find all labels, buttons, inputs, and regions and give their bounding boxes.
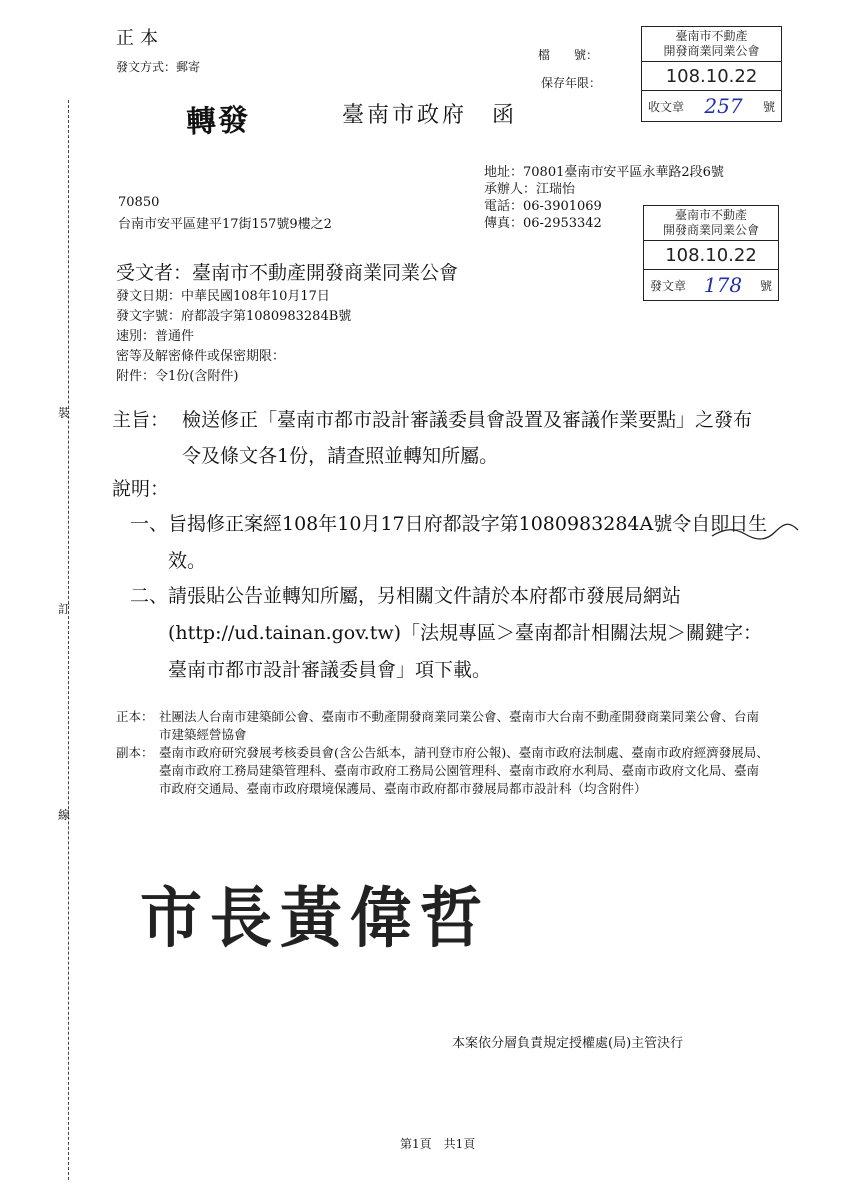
margin-label-bind: 裝 <box>58 406 71 420</box>
distribution-copy-text: 臺南市政府研究發展考核委員會(含公告紙本，請刊登市府公報)、臺南市政府法制處、臺南市政府經濟發展局、臺南市政府工務局建築管理科、臺南市政府工務局公園管理科、臺南市政府水利局、臺南市政府文化局、臺南市政府交通局、臺南市政府環境保護局、臺南市政府都市發展局都市設計科（均含附件） <box>159 745 769 796</box>
retention-label: 保存年限： <box>541 76 602 90</box>
send-method: 發文方式：郵寄 <box>116 60 201 74</box>
sender-handler: 承辦人：江瑞怡 <box>484 182 576 197</box>
stamp-receive-number: 257 <box>704 94 743 118</box>
file-number-label: 檔 號： <box>538 48 599 62</box>
stamp-date: 108.10.22 <box>642 62 781 91</box>
stamp-date: 108.10.22 <box>644 241 778 270</box>
handwritten-underline-mark <box>710 508 800 548</box>
receipt-stamp <box>641 26 782 122</box>
authority-note: 本案依分層負責規定授權處(局)主管決行 <box>452 1036 684 1051</box>
recipient-postal-code: 70850 <box>118 195 160 210</box>
explain-label: 說明： <box>112 478 170 500</box>
stamp-org-line: 臺南市不動產 <box>675 29 748 43</box>
sender-phone: 電話：06-3901069 <box>484 199 602 214</box>
distribution-original-text: 社團法人台南市建築師公會、臺南市不動產開發商業同業公會、臺南市大台南不動產開發商業同業公會、台南市建築經營協會 <box>159 709 760 742</box>
copy-type: 正本 <box>116 28 164 49</box>
stamp-receive <box>642 91 781 121</box>
sender-fax: 傳真：06-2953342 <box>484 216 602 231</box>
sender-address: 地址：70801臺南市安平區永華路2段6號 <box>484 165 724 180</box>
stamp-send-label: 發文章 <box>650 278 687 293</box>
attachment: 附件：令1份(含附件) <box>116 369 239 384</box>
stamp-org-line: 開發商業同業公會 <box>663 44 760 58</box>
addressee: 受文者：臺南市不動產開發商業同業公會 <box>116 262 459 284</box>
explain-item-number: 二、 <box>130 585 169 607</box>
doc-number: 發文字號：府都設字第1080983284B號 <box>116 309 352 324</box>
distribution-original-label: 正本： <box>116 709 154 724</box>
mayor-signature: 市長黃偉哲 <box>140 879 491 957</box>
stamp-unit: 號 <box>759 278 772 293</box>
distribution-copy-label: 副本： <box>116 745 154 760</box>
stamp-org <box>642 27 781 62</box>
document-title: 臺南市政府 函 <box>342 103 518 128</box>
subject-label: 主旨： <box>112 409 170 431</box>
margin-label-staple: 訂 <box>58 602 71 616</box>
page-number: 第1頁 共1頁 <box>400 1137 476 1151</box>
stamp-unit: 號 <box>762 99 775 114</box>
explain-item-number: 一、 <box>130 513 169 535</box>
forward-stamp: 轉發 <box>185 102 251 141</box>
stamp-org-line: 開發商業同業公會 <box>662 223 759 237</box>
explain-item-text: 旨揭修正案經108年10月17日府都設字第1080983284A號令自即日生效。 <box>168 513 768 572</box>
security-level: 密等及解密條件或保密期限： <box>116 349 286 364</box>
subject-text: 檢送修正「臺南市都市設計審議委員會設置及審議作業要點」之發布令及條文各1份，請查照並轉知所屬。 <box>182 409 753 467</box>
issue-date: 發文日期：中華民國108年10月17日 <box>116 289 330 304</box>
margin-label-line: 線 <box>58 808 71 822</box>
stamp-send-number: 178 <box>703 273 743 297</box>
recipient-address: 台南市安平區建平17街157號9樓之2 <box>118 217 332 232</box>
explain-item-text: 請張貼公告並轉知所屬，另相關文件請於本府都市發展局網站(http://ud.tainan.gov.tw)「法規專區＞臺南都計相關法規＞關鍵字：臺南市都市設計審議委員會」項下載。 <box>168 585 763 681</box>
speed: 速別：普通件 <box>116 329 195 344</box>
stamp-org-line: 臺南市不動產 <box>674 208 747 222</box>
binding-dashed-line <box>68 100 69 1180</box>
stamp-org <box>644 206 778 241</box>
stamp-receive-label: 收文章 <box>648 99 685 114</box>
stamp-send <box>644 270 778 300</box>
send-stamp <box>643 205 779 301</box>
